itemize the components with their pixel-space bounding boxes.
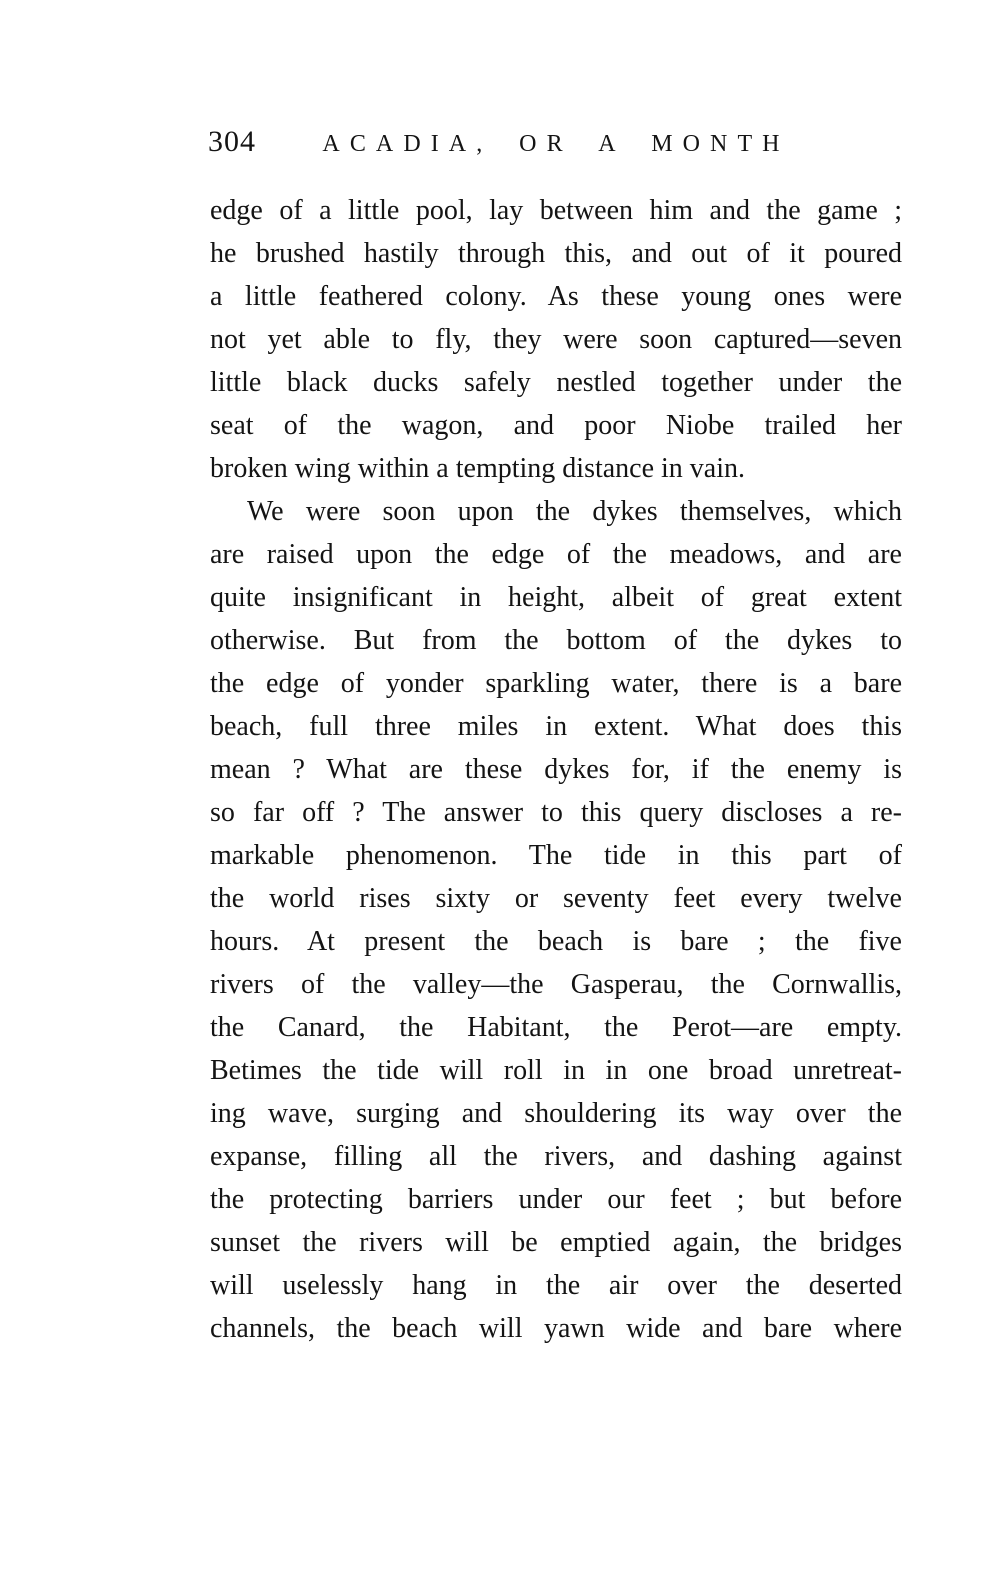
text-line: Betimes the tide will roll in in one broad unretreat- [210,1055,902,1086]
text-line: the edge of yonder sparkling water, there is a bare [210,668,902,699]
text-line: are raised upon the edge of the meadows, and are [210,539,902,570]
text-line: a little feathered colony. As these young ones were [210,281,902,312]
text-line: little black ducks safely nestled together under the [210,367,902,398]
running-head: ACADIA, OR A MONTH [322,131,790,157]
text-line: otherwise. But from the bottom of the dykes to [210,625,902,656]
text-line: hours. At present the beach is bare ; the five [210,926,902,957]
page-header [210,124,902,164]
text-line: channels, the beach will yawn wide and bare where [210,1313,902,1344]
text-line: quite insignificant in height, albeit of great extent [210,582,902,613]
text-line: rivers of the valley—the Gasperau, the Cornwallis, [210,969,902,1000]
text-line: markable phenomenon. The tide in this part of [210,840,902,871]
page-number: 304 [208,125,256,158]
text-line: will uselessly hang in the air over the deserted [210,1270,902,1301]
text-line: edge of a little pool, lay between him and the game ; [210,195,902,226]
text-line: the Canard, the Habitant, the Perot—are empty. [210,1012,902,1043]
text-line: seat of the wagon, and poor Niobe trailed her [210,410,902,441]
text-line: sunset the rivers will be emptied again, the bridges [210,1227,902,1258]
text-line: broken wing within a tempting distance in vain. [210,453,746,484]
text-line: We were soon upon the dykes themselves, which [247,496,902,527]
text-line: mean ? What are these dykes for, if the enemy is [210,754,902,785]
page-body [210,189,902,1350]
text-line: so far off ? The answer to this query discloses a re- [210,797,902,828]
text-line: ing wave, surging and shouldering its way over the [210,1098,902,1129]
text-line: expanse, filling all the rivers, and dashing against [210,1141,902,1172]
text-line: he brushed hastily through this, and out of it poured [210,238,902,269]
text-line: the protecting barriers under our feet ; but before [210,1184,902,1215]
text-line: not yet able to fly, they were soon captured—seven [210,324,902,355]
text-line: beach, full three miles in extent. What does this [210,711,902,742]
text-line: the world rises sixty or seventy feet every twelve [210,883,902,914]
